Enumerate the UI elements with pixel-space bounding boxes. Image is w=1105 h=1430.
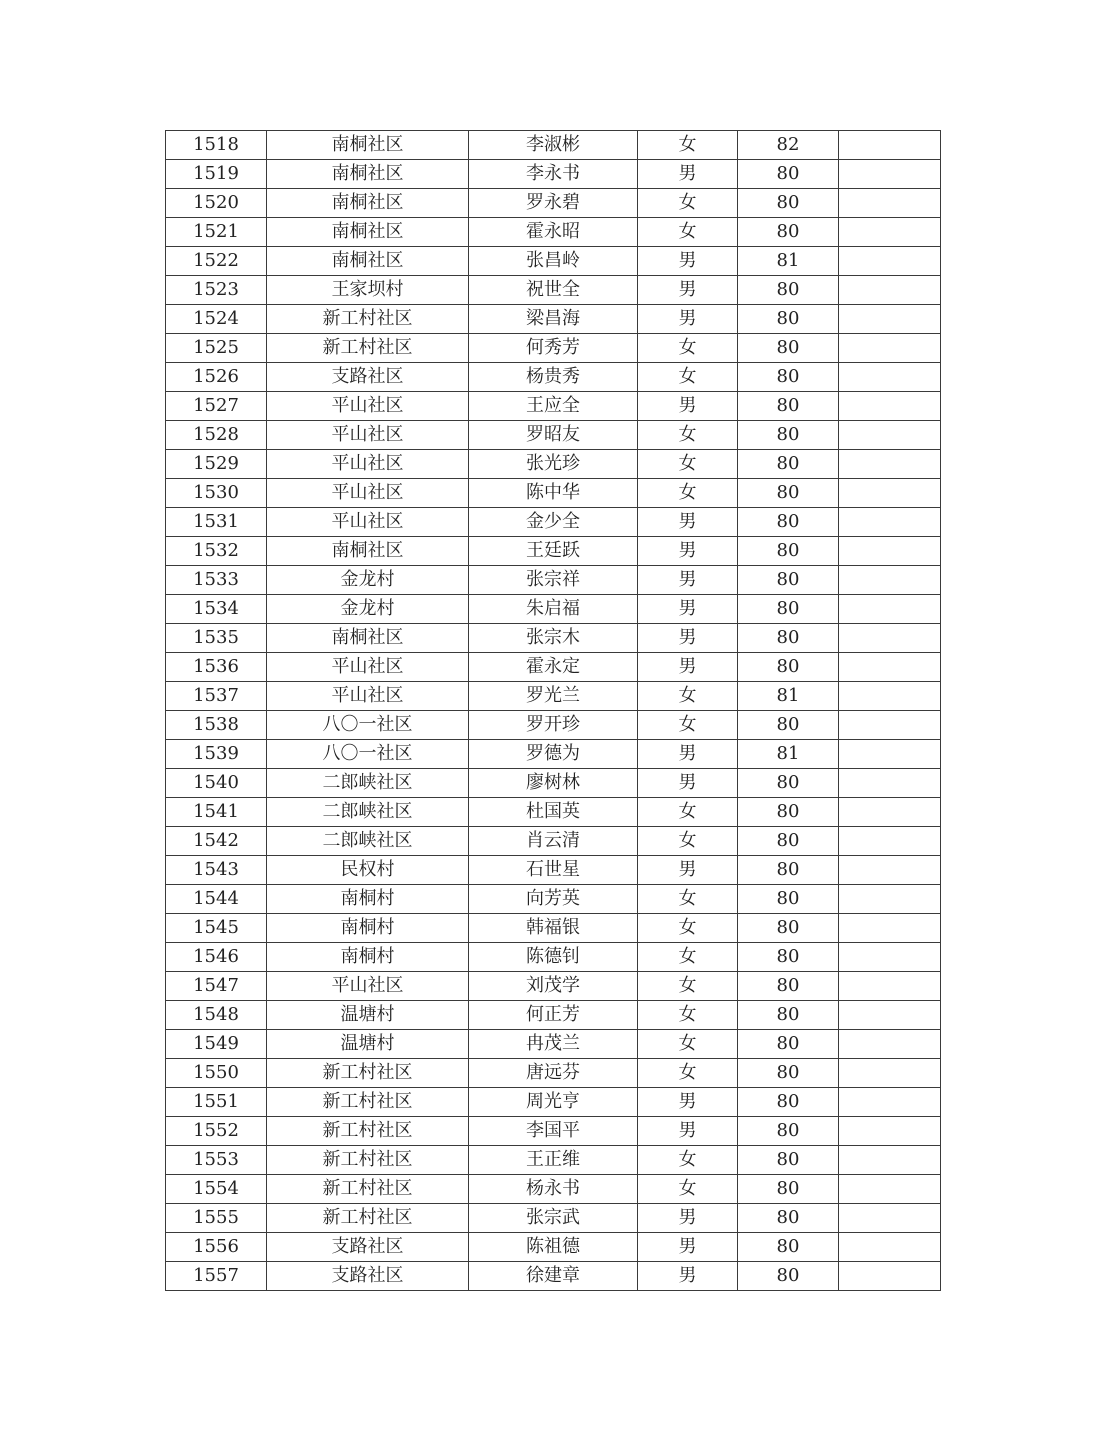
gender-cell: 男 xyxy=(638,276,738,305)
community-cell: 平山社区 xyxy=(267,479,469,508)
age-cell: 80 xyxy=(738,392,839,421)
age-cell: 80 xyxy=(738,1088,839,1117)
serial-number-cell: 1541 xyxy=(166,798,267,827)
gender-cell: 女 xyxy=(638,1146,738,1175)
age-cell: 80 xyxy=(738,421,839,450)
gender-cell: 男 xyxy=(638,566,738,595)
table-row xyxy=(166,421,941,450)
person-name-cell: 霍永定 xyxy=(469,653,638,682)
serial-number-cell: 1528 xyxy=(166,421,267,450)
remarks-cell xyxy=(839,856,941,885)
person-name-cell: 何秀芳 xyxy=(469,334,638,363)
gender-cell: 男 xyxy=(638,1204,738,1233)
remarks-cell xyxy=(839,1117,941,1146)
serial-number-cell: 1534 xyxy=(166,595,267,624)
community-cell: 新工村社区 xyxy=(267,334,469,363)
remarks-cell xyxy=(839,595,941,624)
remarks-cell xyxy=(839,160,941,189)
gender-cell: 男 xyxy=(638,769,738,798)
gender-cell: 女 xyxy=(638,972,738,1001)
age-cell: 80 xyxy=(738,769,839,798)
age-cell: 80 xyxy=(738,1030,839,1059)
table-row xyxy=(166,682,941,711)
community-cell: 二郎峡社区 xyxy=(267,798,469,827)
remarks-cell xyxy=(839,624,941,653)
person-name-cell: 石世星 xyxy=(469,856,638,885)
table-row xyxy=(166,160,941,189)
serial-number-cell: 1555 xyxy=(166,1204,267,1233)
serial-number-cell: 1547 xyxy=(166,972,267,1001)
serial-number-cell: 1536 xyxy=(166,653,267,682)
gender-cell: 女 xyxy=(638,1059,738,1088)
table-row xyxy=(166,972,941,1001)
person-name-cell: 向芳英 xyxy=(469,885,638,914)
table-row xyxy=(166,1233,941,1262)
person-name-cell: 徐建章 xyxy=(469,1262,638,1291)
gender-cell: 女 xyxy=(638,363,738,392)
elderly-roster-table xyxy=(165,130,941,1291)
community-cell: 南桐社区 xyxy=(267,537,469,566)
community-cell: 支路社区 xyxy=(267,363,469,392)
table-row xyxy=(166,1001,941,1030)
gender-cell: 男 xyxy=(638,1117,738,1146)
gender-cell: 女 xyxy=(638,218,738,247)
gender-cell: 男 xyxy=(638,856,738,885)
age-cell: 80 xyxy=(738,537,839,566)
person-name-cell: 肖云清 xyxy=(469,827,638,856)
serial-number-cell: 1532 xyxy=(166,537,267,566)
table-row xyxy=(166,885,941,914)
community-cell: 金龙村 xyxy=(267,595,469,624)
gender-cell: 女 xyxy=(638,711,738,740)
gender-cell: 男 xyxy=(638,392,738,421)
serial-number-cell: 1557 xyxy=(166,1262,267,1291)
gender-cell: 男 xyxy=(638,1233,738,1262)
community-cell: 民权村 xyxy=(267,856,469,885)
table-row xyxy=(166,1262,941,1291)
serial-number-cell: 1526 xyxy=(166,363,267,392)
serial-number-cell: 1556 xyxy=(166,1233,267,1262)
age-cell: 80 xyxy=(738,1001,839,1030)
community-cell: 新工村社区 xyxy=(267,305,469,334)
person-name-cell: 王应全 xyxy=(469,392,638,421)
remarks-cell xyxy=(839,131,941,160)
age-cell: 80 xyxy=(738,1175,839,1204)
person-name-cell: 罗光兰 xyxy=(469,682,638,711)
community-cell: 温塘村 xyxy=(267,1030,469,1059)
serial-number-cell: 1527 xyxy=(166,392,267,421)
table-row xyxy=(166,1117,941,1146)
remarks-cell xyxy=(839,769,941,798)
person-name-cell: 朱启福 xyxy=(469,595,638,624)
table-row xyxy=(166,479,941,508)
age-cell: 80 xyxy=(738,1059,839,1088)
gender-cell: 男 xyxy=(638,537,738,566)
serial-number-cell: 1524 xyxy=(166,305,267,334)
person-name-cell: 刘茂学 xyxy=(469,972,638,1001)
age-cell: 81 xyxy=(738,247,839,276)
remarks-cell xyxy=(839,218,941,247)
table-row xyxy=(166,624,941,653)
age-cell: 80 xyxy=(738,1117,839,1146)
age-cell: 80 xyxy=(738,943,839,972)
serial-number-cell: 1551 xyxy=(166,1088,267,1117)
serial-number-cell: 1548 xyxy=(166,1001,267,1030)
serial-number-cell: 1553 xyxy=(166,1146,267,1175)
person-name-cell: 张宗木 xyxy=(469,624,638,653)
remarks-cell xyxy=(839,450,941,479)
remarks-cell xyxy=(839,1175,941,1204)
table-row xyxy=(166,740,941,769)
gender-cell: 男 xyxy=(638,305,738,334)
gender-cell: 男 xyxy=(638,653,738,682)
gender-cell: 女 xyxy=(638,1001,738,1030)
remarks-cell xyxy=(839,566,941,595)
person-name-cell: 陈中华 xyxy=(469,479,638,508)
remarks-cell xyxy=(839,885,941,914)
serial-number-cell: 1539 xyxy=(166,740,267,769)
gender-cell: 女 xyxy=(638,885,738,914)
table-row xyxy=(166,914,941,943)
age-cell: 80 xyxy=(738,1146,839,1175)
table-row xyxy=(166,769,941,798)
serial-number-cell: 1521 xyxy=(166,218,267,247)
age-cell: 80 xyxy=(738,914,839,943)
community-cell: 温塘村 xyxy=(267,1001,469,1030)
table-row xyxy=(166,392,941,421)
age-cell: 80 xyxy=(738,363,839,392)
community-cell: 平山社区 xyxy=(267,653,469,682)
age-cell: 80 xyxy=(738,885,839,914)
table-row xyxy=(166,218,941,247)
remarks-cell xyxy=(839,740,941,769)
serial-number-cell: 1542 xyxy=(166,827,267,856)
community-cell: 二郎峡社区 xyxy=(267,769,469,798)
person-name-cell: 王正维 xyxy=(469,1146,638,1175)
gender-cell: 女 xyxy=(638,1030,738,1059)
person-name-cell: 陈祖德 xyxy=(469,1233,638,1262)
age-cell: 81 xyxy=(738,682,839,711)
remarks-cell xyxy=(839,972,941,1001)
remarks-cell xyxy=(839,711,941,740)
age-cell: 80 xyxy=(738,189,839,218)
remarks-cell xyxy=(839,247,941,276)
community-cell: 新工村社区 xyxy=(267,1146,469,1175)
gender-cell: 女 xyxy=(638,450,738,479)
serial-number-cell: 1546 xyxy=(166,943,267,972)
table-row xyxy=(166,1175,941,1204)
person-name-cell: 梁昌海 xyxy=(469,305,638,334)
serial-number-cell: 1554 xyxy=(166,1175,267,1204)
community-cell: 平山社区 xyxy=(267,682,469,711)
serial-number-cell: 1518 xyxy=(166,131,267,160)
remarks-cell xyxy=(839,1262,941,1291)
serial-number-cell: 1538 xyxy=(166,711,267,740)
gender-cell: 女 xyxy=(638,798,738,827)
age-cell: 80 xyxy=(738,566,839,595)
remarks-cell xyxy=(839,479,941,508)
person-name-cell: 杨贵秀 xyxy=(469,363,638,392)
table-row xyxy=(166,1030,941,1059)
table-row xyxy=(166,943,941,972)
remarks-cell xyxy=(839,1146,941,1175)
table-row xyxy=(166,508,941,537)
person-name-cell: 李国平 xyxy=(469,1117,638,1146)
table-row xyxy=(166,450,941,479)
remarks-cell xyxy=(839,1088,941,1117)
age-cell: 80 xyxy=(738,624,839,653)
table-row xyxy=(166,247,941,276)
gender-cell: 男 xyxy=(638,740,738,769)
table-row xyxy=(166,334,941,363)
serial-number-cell: 1525 xyxy=(166,334,267,363)
serial-number-cell: 1533 xyxy=(166,566,267,595)
remarks-cell xyxy=(839,682,941,711)
person-name-cell: 罗永碧 xyxy=(469,189,638,218)
gender-cell: 女 xyxy=(638,479,738,508)
community-cell: 新工村社区 xyxy=(267,1059,469,1088)
person-name-cell: 周光亨 xyxy=(469,1088,638,1117)
age-cell: 81 xyxy=(738,740,839,769)
table-row xyxy=(166,856,941,885)
person-name-cell: 冉茂兰 xyxy=(469,1030,638,1059)
serial-number-cell: 1537 xyxy=(166,682,267,711)
person-name-cell: 霍永昭 xyxy=(469,218,638,247)
community-cell: 新工村社区 xyxy=(267,1088,469,1117)
community-cell: 南桐村 xyxy=(267,885,469,914)
table-row xyxy=(166,363,941,392)
person-name-cell: 张宗武 xyxy=(469,1204,638,1233)
serial-number-cell: 1550 xyxy=(166,1059,267,1088)
age-cell: 80 xyxy=(738,856,839,885)
community-cell: 新工村社区 xyxy=(267,1175,469,1204)
remarks-cell xyxy=(839,392,941,421)
gender-cell: 女 xyxy=(638,827,738,856)
person-name-cell: 祝世全 xyxy=(469,276,638,305)
community-cell: 南桐村 xyxy=(267,943,469,972)
remarks-cell xyxy=(839,537,941,566)
gender-cell: 男 xyxy=(638,247,738,276)
person-name-cell: 杜国英 xyxy=(469,798,638,827)
gender-cell: 男 xyxy=(638,595,738,624)
serial-number-cell: 1552 xyxy=(166,1117,267,1146)
remarks-cell xyxy=(839,305,941,334)
table-row xyxy=(166,1146,941,1175)
age-cell: 82 xyxy=(738,131,839,160)
table-row xyxy=(166,1088,941,1117)
serial-number-cell: 1540 xyxy=(166,769,267,798)
community-cell: 八〇一社区 xyxy=(267,711,469,740)
remarks-cell xyxy=(839,421,941,450)
person-name-cell: 王廷跃 xyxy=(469,537,638,566)
serial-number-cell: 1543 xyxy=(166,856,267,885)
gender-cell: 男 xyxy=(638,624,738,653)
remarks-cell xyxy=(839,334,941,363)
age-cell: 80 xyxy=(738,1204,839,1233)
serial-number-cell: 1544 xyxy=(166,885,267,914)
serial-number-cell: 1549 xyxy=(166,1030,267,1059)
remarks-cell xyxy=(839,653,941,682)
community-cell: 南桐社区 xyxy=(267,131,469,160)
table-row xyxy=(166,1059,941,1088)
table-row xyxy=(166,711,941,740)
person-name-cell: 罗德为 xyxy=(469,740,638,769)
person-name-cell: 韩福银 xyxy=(469,914,638,943)
community-cell: 南桐社区 xyxy=(267,247,469,276)
community-cell: 南桐社区 xyxy=(267,189,469,218)
age-cell: 80 xyxy=(738,1233,839,1262)
person-name-cell: 张光珍 xyxy=(469,450,638,479)
person-name-cell: 罗昭友 xyxy=(469,421,638,450)
person-name-cell: 罗开珍 xyxy=(469,711,638,740)
table-row xyxy=(166,537,941,566)
community-cell: 南桐社区 xyxy=(267,160,469,189)
remarks-cell xyxy=(839,1001,941,1030)
age-cell: 80 xyxy=(738,711,839,740)
gender-cell: 男 xyxy=(638,160,738,189)
age-cell: 80 xyxy=(738,827,839,856)
age-cell: 80 xyxy=(738,972,839,1001)
gender-cell: 女 xyxy=(638,914,738,943)
person-name-cell: 李永书 xyxy=(469,160,638,189)
age-cell: 80 xyxy=(738,450,839,479)
remarks-cell xyxy=(839,1233,941,1262)
community-cell: 新工村社区 xyxy=(267,1204,469,1233)
gender-cell: 男 xyxy=(638,508,738,537)
table-row xyxy=(166,131,941,160)
remarks-cell xyxy=(839,1204,941,1233)
remarks-cell xyxy=(839,1059,941,1088)
person-name-cell: 杨永书 xyxy=(469,1175,638,1204)
gender-cell: 男 xyxy=(638,1088,738,1117)
gender-cell: 女 xyxy=(638,1175,738,1204)
person-name-cell: 李淑彬 xyxy=(469,131,638,160)
remarks-cell xyxy=(839,827,941,856)
table-row xyxy=(166,189,941,218)
age-cell: 80 xyxy=(738,508,839,537)
community-cell: 支路社区 xyxy=(267,1233,469,1262)
community-cell: 南桐村 xyxy=(267,914,469,943)
community-cell: 王家坝村 xyxy=(267,276,469,305)
person-name-cell: 廖树林 xyxy=(469,769,638,798)
community-cell: 二郎峡社区 xyxy=(267,827,469,856)
table-row xyxy=(166,1204,941,1233)
table-row xyxy=(166,566,941,595)
age-cell: 80 xyxy=(738,479,839,508)
table-row xyxy=(166,653,941,682)
age-cell: 80 xyxy=(738,595,839,624)
table-row xyxy=(166,798,941,827)
person-name-cell: 张昌岭 xyxy=(469,247,638,276)
serial-number-cell: 1535 xyxy=(166,624,267,653)
age-cell: 80 xyxy=(738,653,839,682)
remarks-cell xyxy=(839,363,941,392)
person-name-cell: 张宗祥 xyxy=(469,566,638,595)
community-cell: 金龙村 xyxy=(267,566,469,595)
serial-number-cell: 1545 xyxy=(166,914,267,943)
serial-number-cell: 1519 xyxy=(166,160,267,189)
community-cell: 南桐社区 xyxy=(267,218,469,247)
community-cell: 平山社区 xyxy=(267,508,469,537)
gender-cell: 女 xyxy=(638,421,738,450)
community-cell: 平山社区 xyxy=(267,450,469,479)
serial-number-cell: 1530 xyxy=(166,479,267,508)
community-cell: 八〇一社区 xyxy=(267,740,469,769)
table-row xyxy=(166,595,941,624)
gender-cell: 女 xyxy=(638,189,738,218)
remarks-cell xyxy=(839,189,941,218)
gender-cell: 男 xyxy=(638,1262,738,1291)
gender-cell: 女 xyxy=(638,131,738,160)
community-cell: 新工村社区 xyxy=(267,1117,469,1146)
remarks-cell xyxy=(839,798,941,827)
serial-number-cell: 1522 xyxy=(166,247,267,276)
serial-number-cell: 1523 xyxy=(166,276,267,305)
remarks-cell xyxy=(839,508,941,537)
gender-cell: 女 xyxy=(638,334,738,363)
age-cell: 80 xyxy=(738,160,839,189)
remarks-cell xyxy=(839,1030,941,1059)
remarks-cell xyxy=(839,943,941,972)
serial-number-cell: 1520 xyxy=(166,189,267,218)
age-cell: 80 xyxy=(738,305,839,334)
remarks-cell xyxy=(839,914,941,943)
person-name-cell: 唐远芬 xyxy=(469,1059,638,1088)
community-cell: 平山社区 xyxy=(267,421,469,450)
table-body xyxy=(166,131,941,1291)
age-cell: 80 xyxy=(738,334,839,363)
community-cell: 南桐社区 xyxy=(267,624,469,653)
person-name-cell: 何正芳 xyxy=(469,1001,638,1030)
age-cell: 80 xyxy=(738,1262,839,1291)
community-cell: 平山社区 xyxy=(267,972,469,1001)
person-name-cell: 陈德钊 xyxy=(469,943,638,972)
community-cell: 支路社区 xyxy=(267,1262,469,1291)
community-cell: 平山社区 xyxy=(267,392,469,421)
remarks-cell xyxy=(839,276,941,305)
age-cell: 80 xyxy=(738,218,839,247)
table-row xyxy=(166,827,941,856)
gender-cell: 女 xyxy=(638,943,738,972)
person-name-cell: 金少全 xyxy=(469,508,638,537)
age-cell: 80 xyxy=(738,798,839,827)
serial-number-cell: 1529 xyxy=(166,450,267,479)
gender-cell: 女 xyxy=(638,682,738,711)
table-row xyxy=(166,276,941,305)
age-cell: 80 xyxy=(738,276,839,305)
table-row xyxy=(166,305,941,334)
serial-number-cell: 1531 xyxy=(166,508,267,537)
